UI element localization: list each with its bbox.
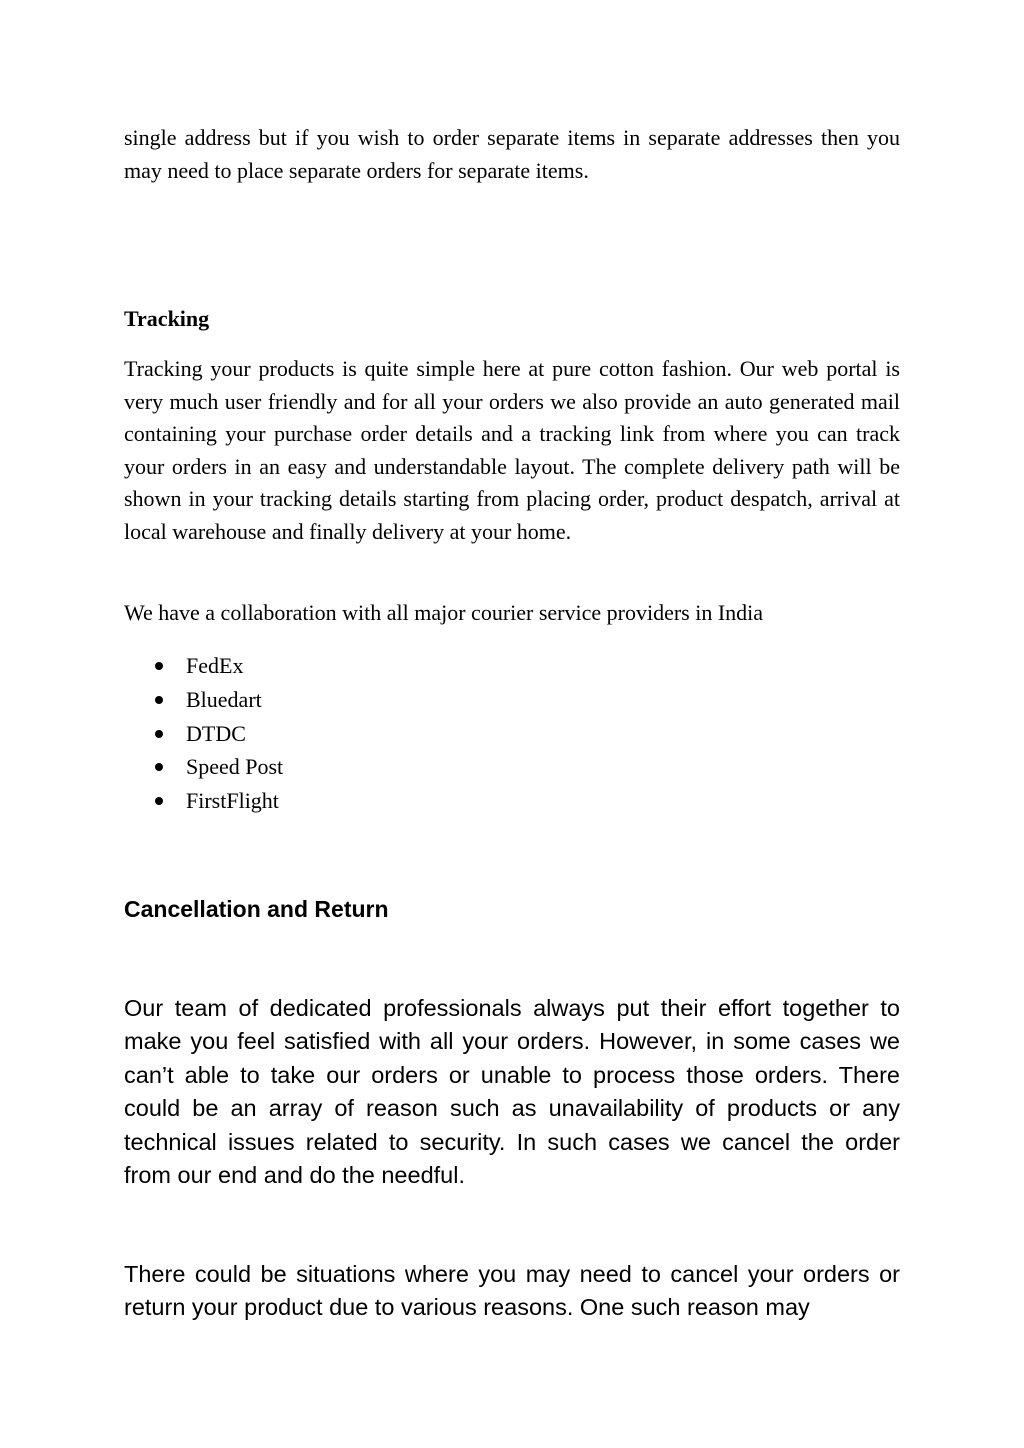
courier-list [124, 649, 283, 818]
tracking-paragraph: Tracking your products is quite simple here at pure cotton fashion. Our web portal is very much user friendly and for all your orders we also provide an auto generated mail containing your purchase order details and a tracking link from where you can track your orders in an easy and understandable layout. The complete delivery path will be shown in your tracking details starting from placing order, product despatch, arrival at local warehouse and finally delivery at your home. [124, 356, 900, 544]
cancellation-paragraph-1: Our team of dedicated professionals always put their effort together to make you feel satisfied with all your orders. However, in some cases we can’t able to take our orders or unable to process those orders. There could be an array of reason such as unavailability of products or any technical issues related to security. In such cases we cancel the order from our end and do the needful. [124, 995, 900, 1189]
cancellation-heading: Cancellation and Return [124, 896, 389, 922]
list-item [124, 717, 283, 751]
courier-name: FirstFlight [186, 788, 279, 814]
couriers-intro-text: We have a collaboration with all major courier service providers in India [124, 600, 764, 625]
list-item [124, 784, 283, 818]
cancellation-paragraph-2: There could be situations where you may need to cancel your orders or return your product due to various reasons. One such reason may [124, 1261, 900, 1321]
bullet-icon [155, 662, 163, 670]
list-item [124, 683, 283, 717]
courier-name: Bluedart [186, 686, 262, 712]
bullet-icon [155, 763, 163, 771]
tracking-heading: Tracking [124, 306, 210, 331]
bullet-icon [155, 696, 163, 704]
bullet-icon [155, 730, 163, 738]
list-item [124, 649, 283, 683]
courier-name: FedEx [186, 653, 244, 678]
bullet-icon [155, 797, 163, 805]
list-item [124, 750, 283, 784]
intro-paragraph: single address but if you wish to order separate items in separate addresses then you may need to place separate orders for separate items. [124, 125, 900, 183]
courier-name: Speed Post [186, 754, 284, 780]
courier-name: DTDC [186, 720, 246, 746]
